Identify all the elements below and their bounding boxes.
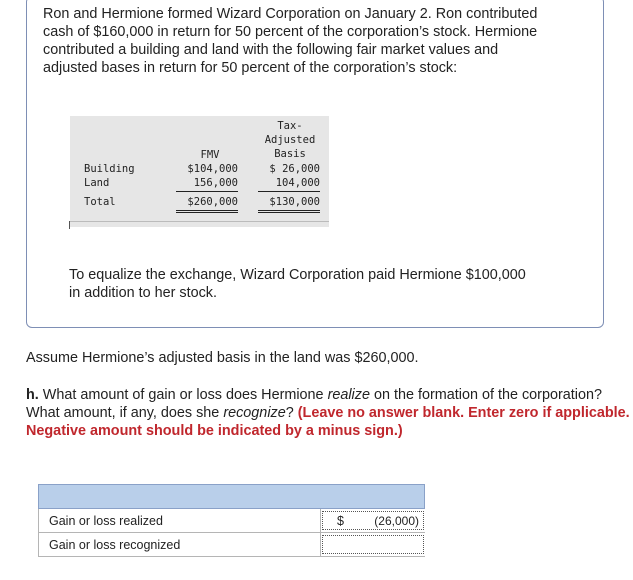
question-prefix: h. — [26, 387, 39, 403]
row-fmv: $104,000 — [187, 163, 238, 175]
row-basis: $ 26,000 — [269, 163, 320, 175]
row-basis: 104,000 — [258, 176, 320, 192]
column-divider — [320, 509, 321, 532]
question-part3: ? — [285, 405, 298, 421]
answer-table-header — [38, 484, 425, 509]
question-instruction: (Leave no answer blank. Enter zero if applicable. Negative amount should be indicated by a minus sign.) — [26, 405, 630, 439]
question-italic-realize: realize — [327, 387, 370, 403]
col-basis-line1: Tax- — [277, 120, 303, 132]
col-fmv: FMV — [200, 149, 220, 161]
answer-row-recognized — [38, 533, 425, 557]
answer-table — [38, 484, 425, 557]
intro-text: Ron and Hermione formed Wizard Corporation on January 2. Ron contributed cash of $160,000 in return for 50 percent of the corporation’s stock. Hermione contributed a building and land with the following fair market values and adjusted bases in return for 50 percent of the corporation’s stock: — [43, 6, 538, 76]
gain-loss-recognized-input[interactable] — [322, 535, 424, 554]
row-fmv: $260,000 — [176, 195, 238, 213]
table-divider — [69, 221, 329, 222]
answer-row-realized — [38, 509, 425, 533]
col-basis-line3: Basis — [274, 148, 306, 160]
col-basis-line2: Adjusted — [264, 134, 316, 146]
equalize-text: To equalize the exchange, Wizard Corporation paid Hermione $100,000 in addition to her stock. — [69, 267, 526, 301]
answer-label-realized: Gain or loss realized — [49, 514, 163, 528]
row-basis: $130,000 — [258, 195, 320, 213]
gain-loss-realized-input[interactable] — [322, 511, 424, 530]
column-divider — [320, 533, 321, 556]
currency-symbol: $ — [337, 514, 344, 528]
assume-text: Assume Hermione’s adjusted basis in the land was $260,000. — [26, 350, 419, 366]
question-italic-recognize: recognize — [223, 405, 286, 421]
question-part1: What amount of gain or loss does Hermione — [38, 387, 328, 403]
question-text — [26, 386, 630, 440]
row-label: Land — [84, 177, 110, 189]
table-divider-edge — [69, 221, 70, 229]
answer-label-recognized: Gain or loss recognized — [49, 538, 181, 552]
row-label: Total — [84, 196, 116, 208]
row-label: Building — [84, 163, 135, 175]
gain-loss-realized-value: (26,000) — [374, 514, 419, 528]
fmv-table — [70, 116, 329, 227]
row-fmv: 156,000 — [176, 176, 238, 192]
question-part2: on the formation of the corporation? What amount, if any, does she — [26, 387, 602, 421]
